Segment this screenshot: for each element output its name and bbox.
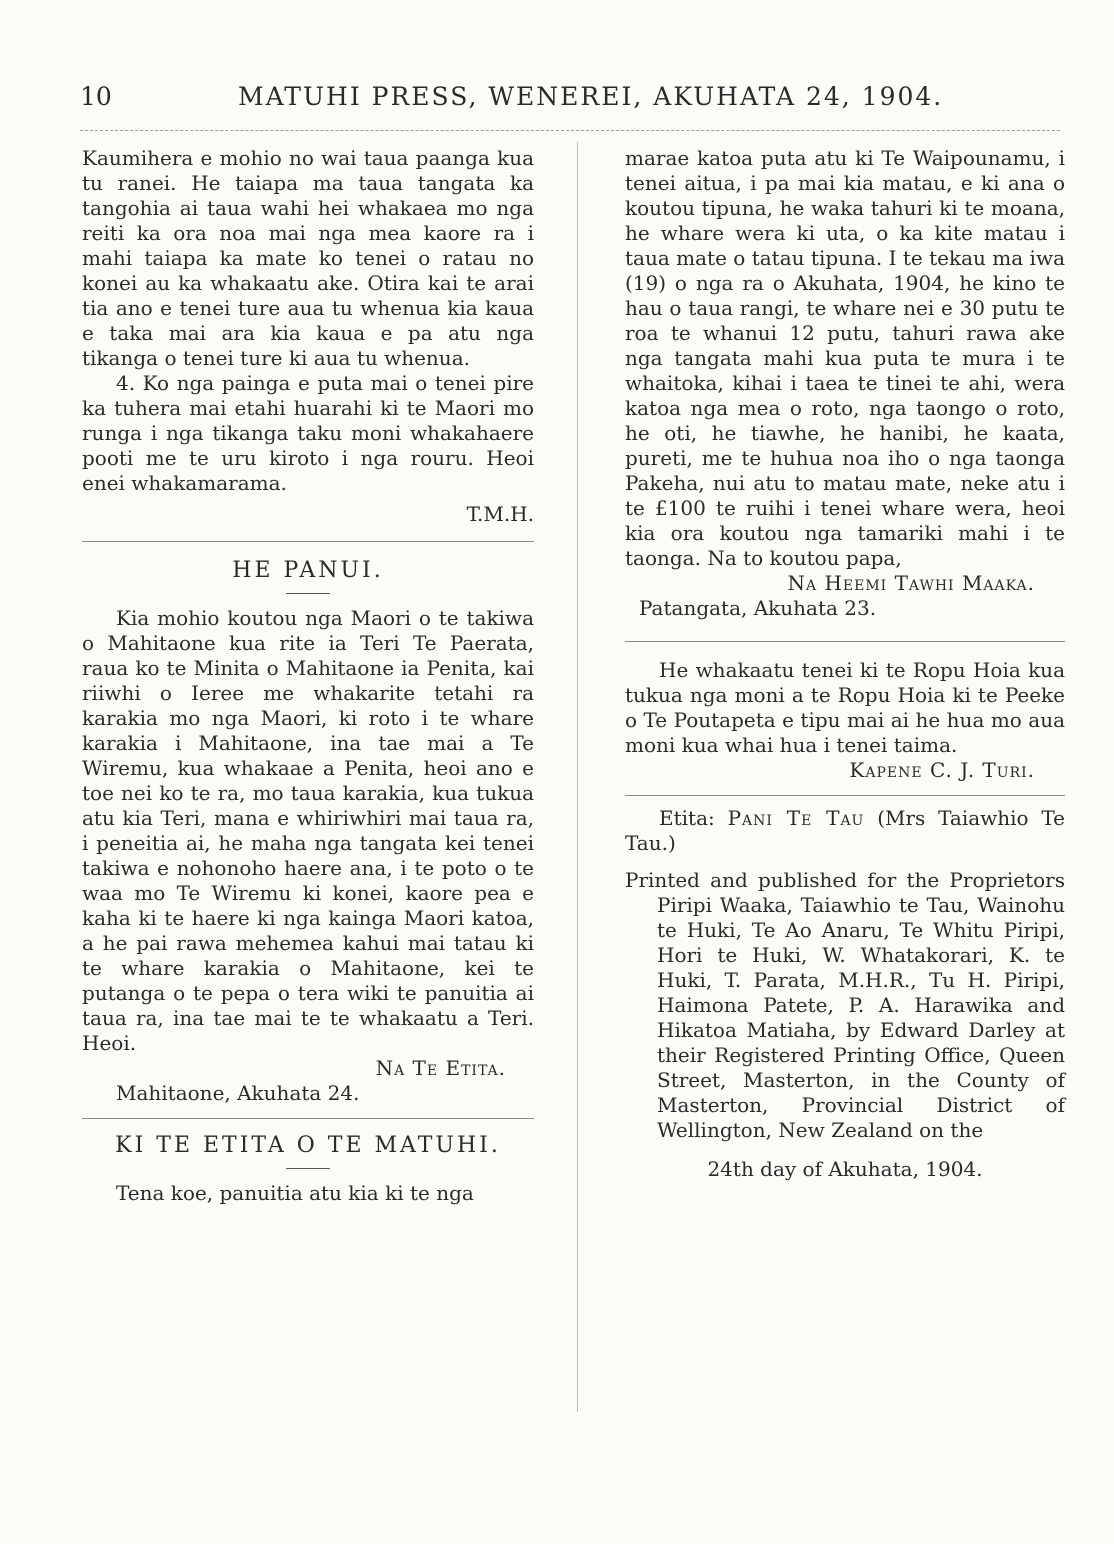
masthead: MATUHI PRESS, WENEREI, AKUHATA 24, 1904. — [238, 82, 944, 111]
notice-signature: Na Te Etita. — [375, 1056, 506, 1080]
editor-label: Etita: — [659, 806, 715, 830]
page-number: 10 — [80, 82, 112, 111]
column-divider — [577, 142, 578, 1412]
imprint-date: 24th day of Akuhata, 1904. — [707, 1157, 983, 1181]
section-rule — [625, 795, 1065, 796]
letter-signature: Na Heemi Tawhi Maaka. — [787, 571, 1035, 595]
notice-signature: Kapene C. J. Turi. — [849, 758, 1035, 782]
article-signature: T.M.H. — [466, 502, 534, 526]
section-rule — [82, 541, 534, 542]
notice-heading: HE PANUI. — [232, 558, 384, 583]
section-rule — [82, 1118, 534, 1119]
editor-name: Pani Te Tau — [727, 806, 865, 830]
imprint: Printed and published for the Proprietors Piripi Waaka, Taiawhio te Tau, Wainohu te Huki, Te Ao Anaru, Te Whitu Piripi, Hori te Huki, W. Whatakorari, K. te Huki, T. Parata, M.H.R., Tu H. Piripi, Haimona Patete, P. A. Harawika and Hikatoa Matiaha, by Edward Darley at their Registered Printing Office, Queen Street, Masterton, in the County of Masterton, Provincial District of Wellington, New Zealand on the — [625, 868, 1065, 1142]
notice-place-date: Mahitaone, Akuhata 24. — [116, 1081, 360, 1105]
letter-continued: marae katoa puta atu ki Te Waipounamu, i tenei aitua, i pa mai kia matau, e ki ana o koutou tipuna, he waka tahuri ki te moana, he whare wera ki uta, o ka kite matau i taua mate o tatau tipuna. I te tekau ma iwa (19) o nga ra o Akuhata, 1904, he kino te hau o taua rangi, te whare nei e 30 putu te roa te whanui 12 putu, tahuri rawa ake nga tangata mahi kua puta te mura i te whaitoka, kihai i taea te tinei te ahi, wera katoa nga mea o roto, nga taongo o roto, he oti, he tiawhe, he hanibi, he kaata, pureti, me te huhua noa iho o nga taonga Pakeha, nui atu to matau mate, neke atu i te £100 te ruihi i tenei whare wera, heoi kia ora koutou nga tamariki mahi i te taonga. Na to koutou papa, — [625, 146, 1065, 570]
heading-rule — [286, 593, 330, 594]
article-paragraph-4: 4. Ko nga painga e puta mai o tenei pire ka tuhera mai etahi huarahi ki te Maori mo runga i nga tikanga taku moni whakahaere pooti me te uru kiroto i nga rouru. Heoi enei whakamarama. — [82, 371, 534, 495]
right-column — [625, 146, 1065, 1182]
header-rule — [80, 130, 1060, 131]
editor-line — [625, 806, 1065, 856]
letter-heading: KI TE ETITA O TE MATUHI. — [115, 1133, 501, 1158]
continued-article-text: Kaumihera e mohio no wai taua paanga kua tu ranei. He taiapa ma taua tangata ka tangohia ai taua wahi hei whakaea mo nga reiti ka ora noa mai nga mea kaore ra i mahi taiapa ka mate ko tenei o ratau no konei au ka whakaatu ake. Otira kai te arai tia ano e tenei ture aua tu whenua kia kaua e taka mai ara kia kaua e pa atu nga tikanga o tenei ture ki aua tu whenua. — [82, 146, 534, 370]
heading-rule — [286, 1168, 330, 1169]
left-column — [82, 146, 534, 1206]
notice-body: He whakaatu tenei ki te Ropu Hoia kua tukua nga moni a te Ropu Hoia ki te Peeke o Te Poutapeta e tipu mai ai he hua mo aua moni kua whai hua i tenei taima. — [625, 658, 1065, 757]
letter-start: Tena koe, panuitia atu kia ki te nga — [116, 1181, 474, 1205]
editor-note: (Mrs Taiawhio Te Tau.) — [625, 806, 1066, 855]
letter-place-date: Patangata, Akuhata 23. — [639, 596, 877, 620]
notice-body: Kia mohio koutou nga Maori o te takiwa o Mahitaone kua rite ia Teri Te Paerata, raua ko te Minita o Mahitaone ia Penita, kai riiwhi o Ieree me whakarite tetahi ra karakia mo nga Maori, ki roto i te whare karakia i Mahitaone, ina tae mai a Te Wiremu, kua whakaae a Penita, heoi ano e toe nei ko te ra, mo taua karakia, kua tukua atu kia Teri, mana e whiriwhiri mai taua ra, i peneitia ai, he maha nga tangata kei tenei takiwa e nohonoho haere ana, i te poto o te waa mo Te Wiremu ki konei, kaore pea e kaha ki te haere ki nga kainga Maori katoa, a he pai rawa mehemea kahui mai tatau ki te whare karakia o Mahitaone, kei te putanga o te pepa o tera wiki te panuitia ai taua ra, ina tae mai te te whakaatu a Teri. Heoi. — [82, 606, 534, 1055]
section-rule — [625, 641, 1065, 642]
